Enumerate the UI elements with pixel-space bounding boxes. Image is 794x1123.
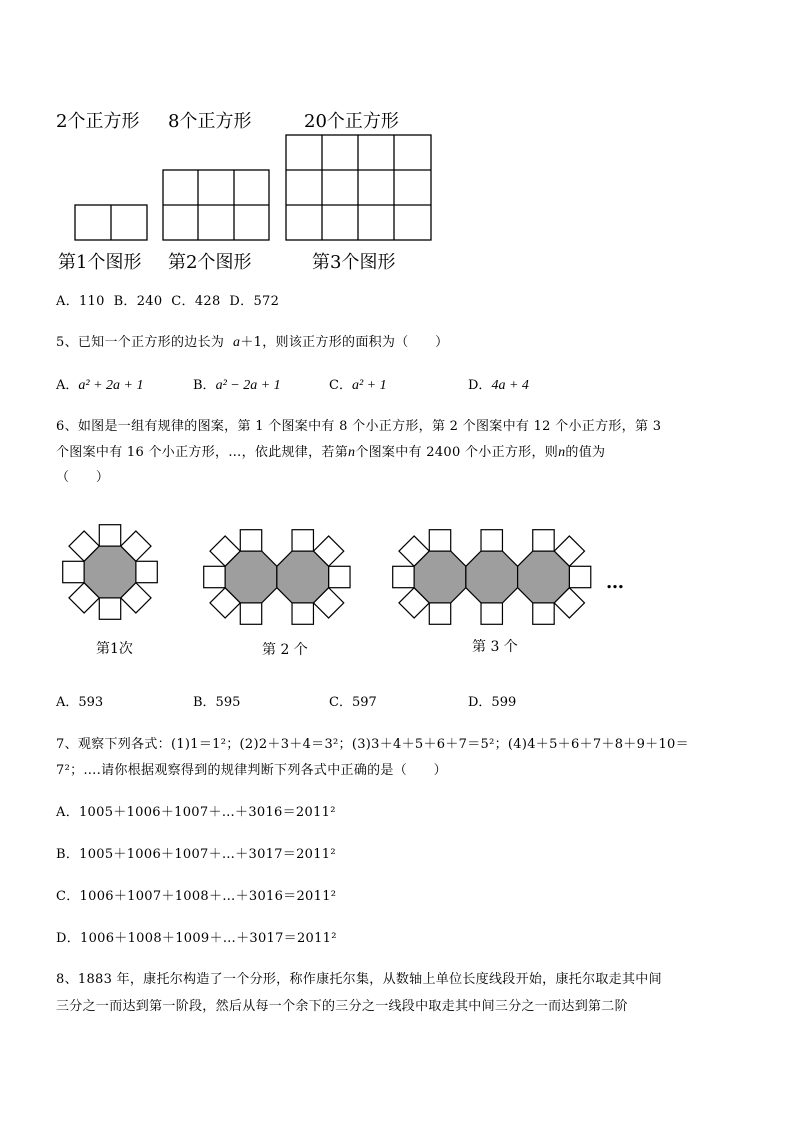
small-square <box>204 566 225 587</box>
q5-option-c-letter: C． <box>329 378 352 393</box>
small-square <box>533 530 554 551</box>
q5-option-a <box>56 374 143 394</box>
q6-line-2 <box>56 441 605 461</box>
q6-caption-2: 第 2 个 <box>262 642 308 658</box>
octagon-fig-2-1 <box>225 551 277 603</box>
q7-option-c: C．1006＋1007＋1008＋…＋3016＝2011² <box>56 889 337 904</box>
q6-line-2b: 个图案中有 2400 个小正方形，则 <box>355 445 559 460</box>
q7-line-1: 7、观察下列各式：(1)1＝1²；(2)2＋3＋4＝3²；(3)3＋4＋5＋6＋7＝5²；(4)4＋5＋6＋7＋8＋9＋10＝ <box>56 737 689 752</box>
q5-option-b <box>193 374 281 394</box>
q6-ellipsis: … <box>606 572 624 593</box>
q6-line-1: 6、如图是一组有规律的图案，第 1 个图案中有 8 个小正方形，第 2 个图案中有 12 个小正方形，第 3 <box>56 419 662 434</box>
q7-line-2: 7²；….请你根据观察得到的规律判断下列各式中正确的是（ ） <box>56 763 447 778</box>
fig-label-top-3: 20个正方形 <box>304 111 399 132</box>
q5-stem <box>56 331 448 351</box>
small-square <box>569 566 590 587</box>
q6-line-2a: 个图案中有 16 个小正方形，…，依此规律，若第 <box>56 445 349 460</box>
small-square <box>393 566 414 587</box>
octagon-fig-2-2 <box>277 551 329 603</box>
small-square <box>136 561 157 582</box>
q6-option-a: A．593 <box>56 695 104 710</box>
q5-option-c <box>329 374 387 394</box>
small-square <box>429 530 450 551</box>
small-square <box>429 603 450 624</box>
small-square <box>533 603 554 624</box>
q5-stem-var: a <box>233 335 241 350</box>
fig-label-bottom-2: 第2个图形 <box>168 252 252 273</box>
octagon-fig-3-2 <box>466 551 518 603</box>
q5-option-a-expr: a² + 2a + 1 <box>78 378 144 393</box>
octagon-fig-3-1 <box>414 551 466 603</box>
fig-label-bottom-3: 第3个图形 <box>312 252 396 273</box>
small-square <box>292 530 313 551</box>
octagon-fig-3-3 <box>518 551 570 603</box>
q7-option-b: B．1005＋1006＋1007＋…＋3017＝2011² <box>56 847 336 862</box>
fig-label-top-2: 8个正方形 <box>168 111 252 132</box>
q7-option-d: D．1006＋1008＋1009＋…＋3017＝2011² <box>56 931 337 946</box>
small-square <box>481 603 502 624</box>
q7-option-a: A．1005＋1006＋1007＋…＋3016＝2011² <box>56 805 336 820</box>
square-grid-figures <box>0 0 794 260</box>
q8-line-2: 三分之一而达到第一阶段，然后从每一个余下的三分之一线段中取走其中间三分之一而达到第二阶 <box>56 999 628 1014</box>
small-square <box>329 566 350 587</box>
q6-option-c: C．597 <box>329 695 377 710</box>
q5-option-d-expr: 4a + 4 <box>491 378 529 393</box>
q8-line-1: 8、1883 年，康托尔构造了一个分形，称作康托尔集，从数轴上单位长度线段开始，康托尔取走其中间 <box>56 972 662 987</box>
small-square <box>240 530 261 551</box>
small-square <box>481 530 502 551</box>
small-square <box>99 598 120 619</box>
q4-options: A．110 B．240 C．428 D．572 <box>56 294 280 309</box>
q6-line-3: （ ） <box>56 470 110 485</box>
q6-caption-3: 第 3 个 <box>472 639 518 655</box>
q5-option-c-expr: a² + 1 <box>351 378 387 393</box>
q5-option-d <box>468 374 529 394</box>
q5-stem-after: ＋1，则该正方形的面积为（ ） <box>240 335 449 350</box>
q5-option-d-letter: D． <box>468 378 492 393</box>
q6-var-n: n <box>348 445 356 460</box>
fig-label-bottom-1: 第1个图形 <box>58 252 142 273</box>
q5-option-b-letter: B． <box>193 378 216 393</box>
octagon-fig-1-1 <box>84 546 136 598</box>
q6-var-n-2: n <box>558 445 566 460</box>
q6-option-b: B．595 <box>193 695 241 710</box>
q5-option-a-letter: A． <box>56 378 79 393</box>
q5-stem-before: 5、已知一个正方形的边长为 <box>56 335 225 350</box>
q6-caption-1: 第1次 <box>96 641 133 657</box>
octagon-pattern-figures <box>0 505 794 705</box>
fig-label-top-1: 2个正方形 <box>56 111 140 132</box>
q6-line-2c: 的值为 <box>565 445 606 460</box>
small-square <box>63 561 84 582</box>
small-square <box>292 603 313 624</box>
q6-option-d: D．599 <box>468 695 517 710</box>
small-square <box>99 525 120 546</box>
small-square <box>240 603 261 624</box>
q5-option-b-expr: a² − 2a + 1 <box>215 378 281 393</box>
